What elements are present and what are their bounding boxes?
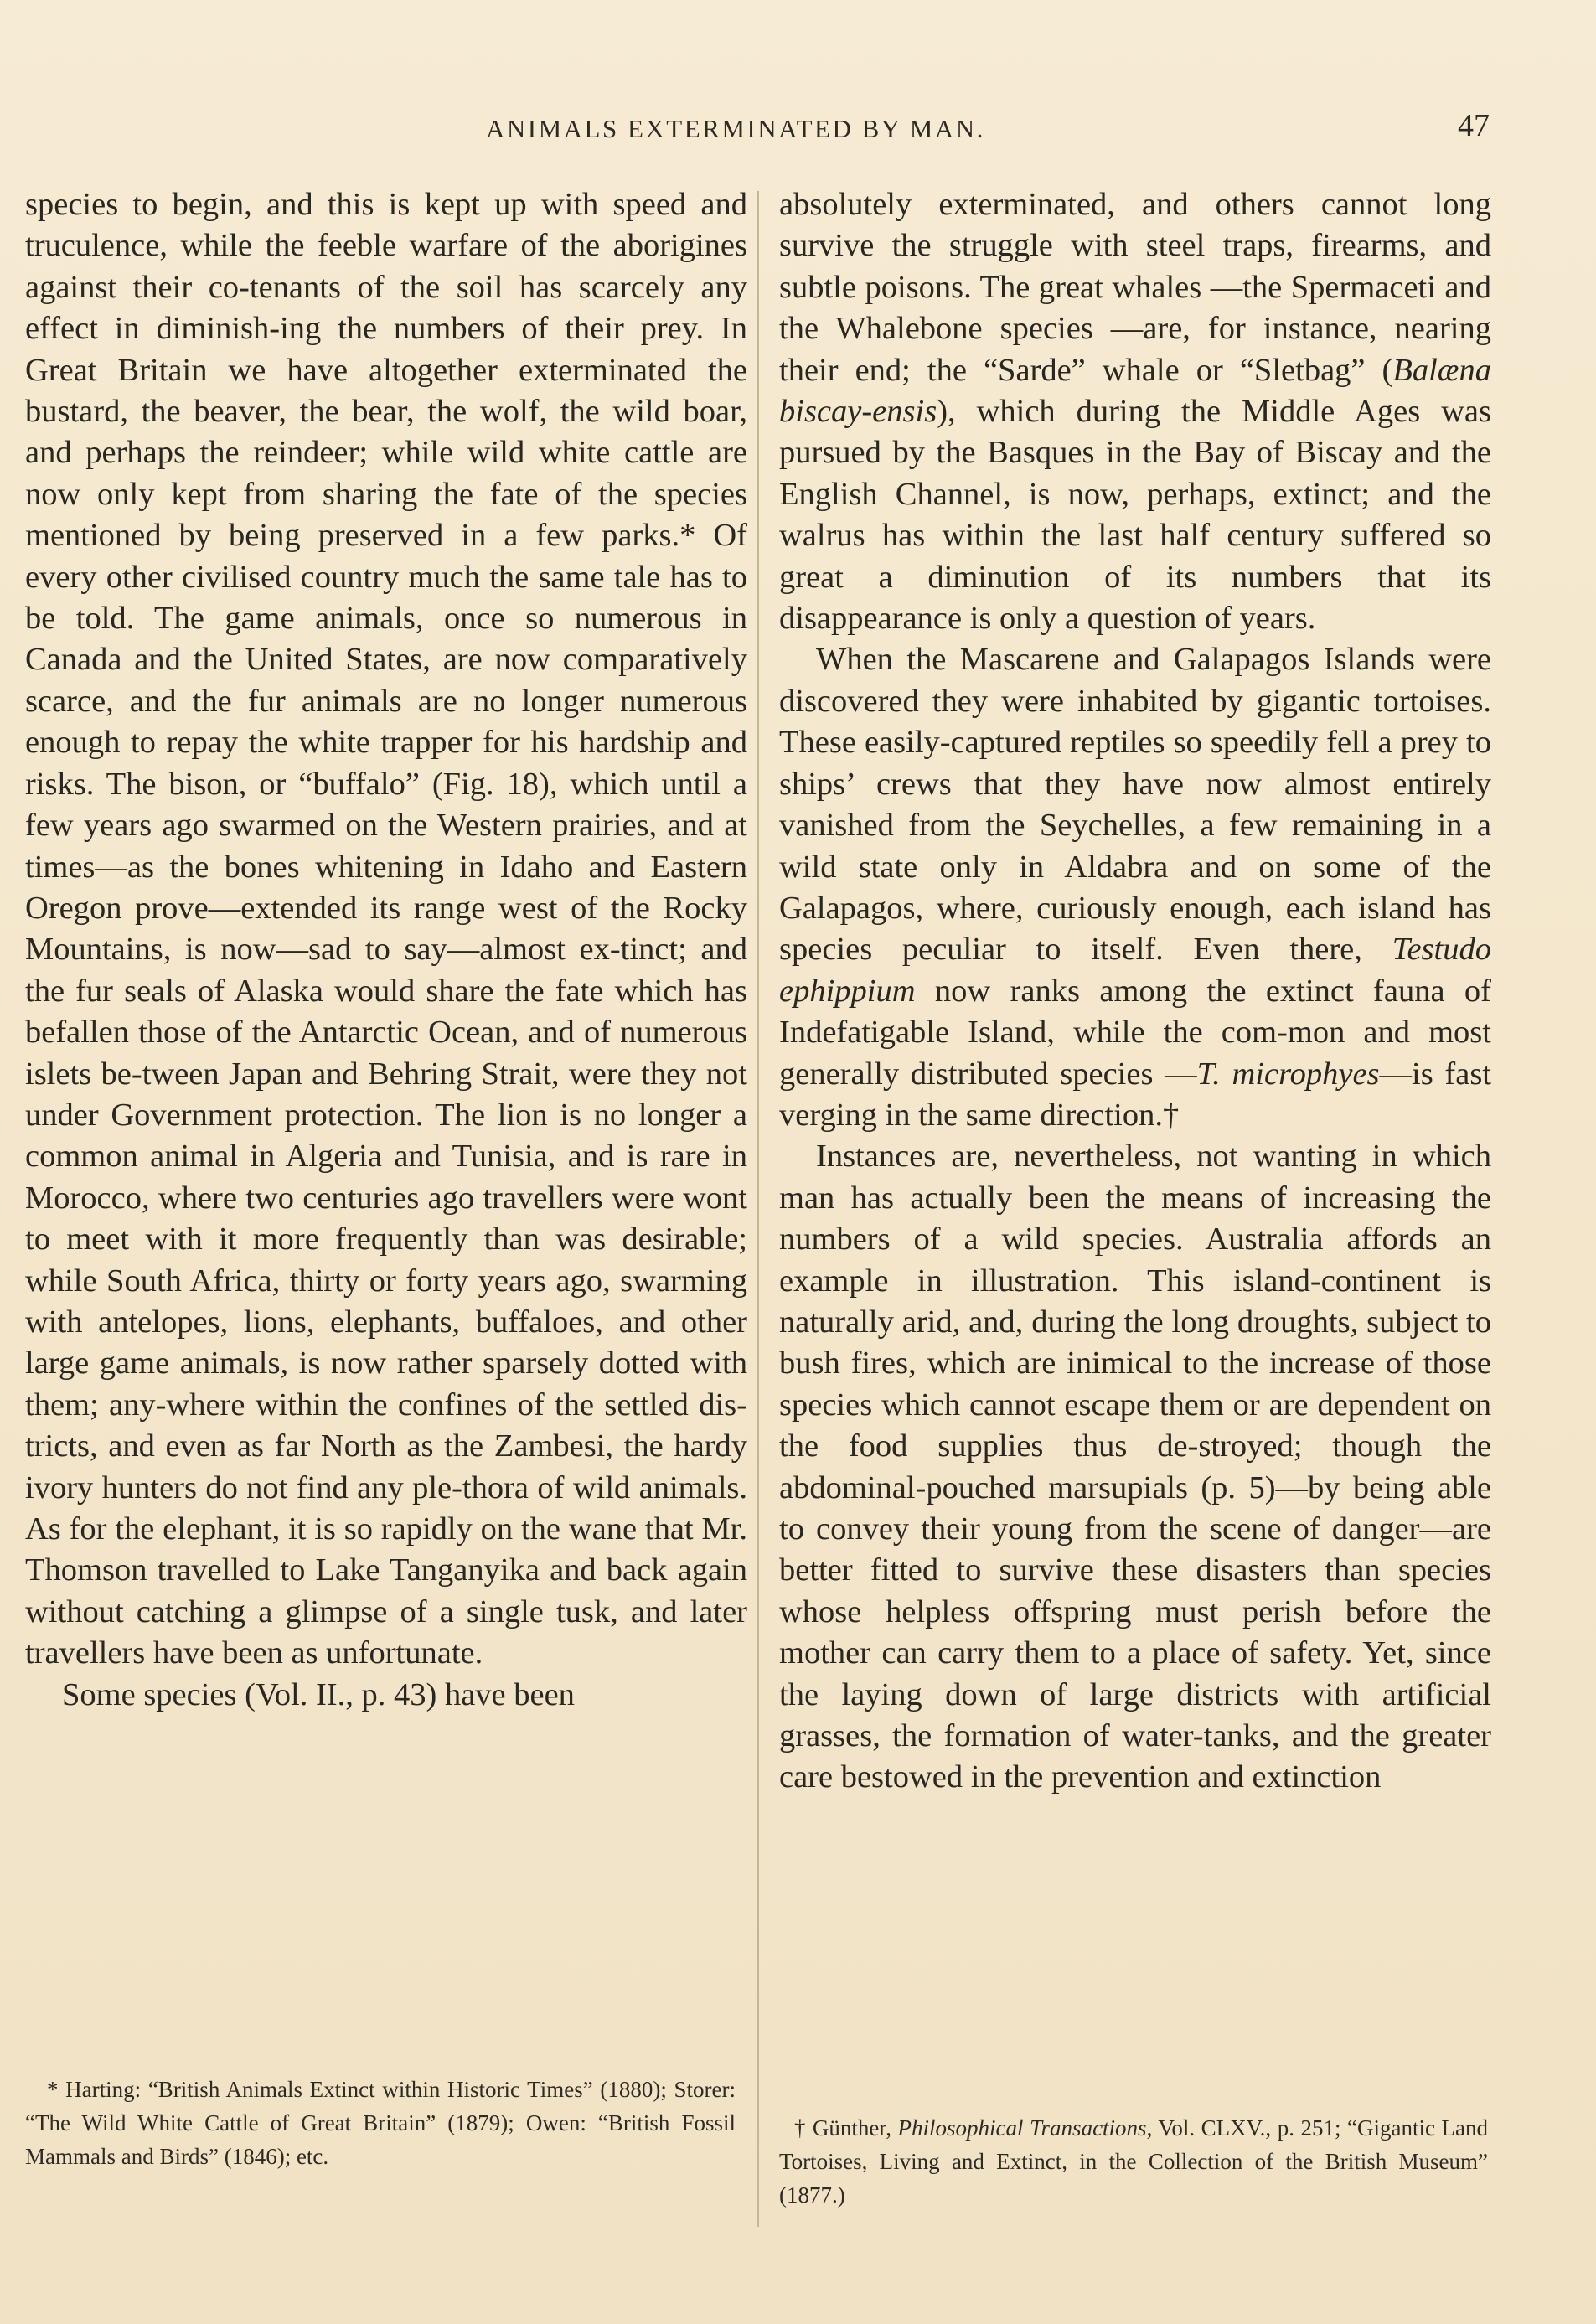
right-column (779, 184, 1491, 1799)
footnote-journal-title: Philosophical Transactions (897, 2115, 1147, 2141)
left-paragraph-1: species to begin, and this is kept up with speed and truculence, while the feeble warfare of the aborigines against their co-tenants of the soil has scarcely any effect in diminish-ing the numbers of their prey. In Great Britain we have altogether exterminated the bustard, the beaver, the bear, the wolf, the wild boar, and perhaps the reindeer; while wild white cattle are now only kept from sharing the fate of the species mentioned by being preserved in a few parks.* Of every other civilised country much the same tale has to be told. The game animals, once so numerous in Canada and the United States, are now comparatively scarce, and the fur animals are no longer numerous enough to repay the white trapper for his hardship and risks. The bison, or “buffalo” (Fig. 18), which until a few years ago swarmed on the Western prairies, and at times—as the bones whitening in Idaho and Eastern Oregon prove—extended its range west of the Rocky Mountains, is now—sad to say—almost ex-tinct; and the fur seals of Alaska would share the fate which has befallen those of the Antarctic Ocean, and of numerous islets be-tween Japan and Behring Strait, were they not under Government protection. The lion is no longer a common animal in Algeria and Tunisia, and is rare in Morocco, where two centuries ago travellers were wont to meet with it more frequently than was desirable; while South Africa, thirty or forty years ago, swarming with antelopes, lions, elephants, buffaloes, and other large game animals, is now rather sparsely dotted with them; any-where within the confines of the settled dis-tricts, and even as far North as the Zambesi, the hardy ivory hunters do not find any ple-thora of wild animals. As for the elephant, it is so rapidly on the wane that Mr. Thomson travelled to Lake Tanganyika and back again without catching a glimpse of a single tusk, and later travellers have been as unfortunate. (25, 187, 747, 1671)
species-name-balaena: Balæna biscay-ensis (779, 352, 1491, 430)
right-footnote-text-b: , Vol. CLXV., p. 251; “Gigantic Land Tortoises, Living and Extinct, in the Collection of the British Museum” (1877.) (779, 2115, 1488, 2208)
right-paragraph-1-text-b: ), which during the Middle Ages was pursued by the Basques in the Bay of Biscay and the English Channel, is now, perhaps, extinct; and the walrus has within the last half century suffered so great a diminution of its numbers that its disappearance is only a question of years. (779, 394, 1491, 637)
running-title: ANIMALS EXTERMINATED BY MAN. (486, 114, 985, 143)
right-footnote (779, 2111, 1488, 2212)
left-column (25, 184, 747, 1716)
column-divider (757, 191, 759, 2227)
species-name-testudo: Testudo ephippium (779, 932, 1491, 1009)
page-number: 47 (1458, 108, 1490, 143)
right-paragraph-1-text-a: absolutely exterminated, and others cannot long survive the struggle with steel traps, firearms, and subtle poisons. The great whales —the Spermaceti and the Whalebone species —are, for instance, nearing their end; the “Sarde” whale or “Sletbag” ( (779, 187, 1491, 388)
right-paragraph-3: Instances are, nevertheless, not wanting in which man has actually been the means of increasing the numbers of a wild species. Australia affords an example in illustration. This island-continent is naturally arid, and, during the long droughts, subject to bush fires, which are inimical to the increase of those species which cannot escape them or are dependent on the food supplies thus de-stroyed; though the abdominal-pouched marsupials (p. 5)—by being able to convey their young from the scene of danger—are better fitted to survive these disasters than species whose helpless offspring must perish before the mother can carry them to a place of safety. Yet, since the laying down of large districts with artificial grasses, the formation of water-tanks, and the greater care bestowed in the prevention and extinction (779, 1139, 1491, 1795)
right-paragraph-2-text-c: —is fast verging in the same direction.† (779, 1056, 1491, 1133)
left-footnote: * Harting: “British Animals Extinct within Historic Times” (1880); Storer: “The Wild White Cattle of Great Britain” (1879); Owen: “British Fossil Mammals and Birds” (1846); etc. (25, 2077, 736, 2169)
right-paragraph-1 (779, 184, 1491, 639)
running-head (0, 107, 1596, 149)
right-paragraph-2 (779, 639, 1491, 1136)
right-footnote-text-a: † Günther, (794, 2115, 898, 2141)
species-name-microphyes: T. microphyes (1196, 1056, 1380, 1092)
left-paragraph-2: Some species (Vol. II., p. 43) have been (62, 1676, 575, 1712)
right-paragraph-2-text-a: When the Mascarene and Galapagos Islands were discovered they were inhabited by gigantic tortoises. These easily-captured reptiles so speedily fell a prey to ships’ crews that they have now almost entirely vanished from the Seychelles, a few remaining in a wild state only in Aldabra and on some of the Galapagos, where, curiously enough, each island has species peculiar to itself. Even there, (779, 642, 1491, 968)
right-paragraph-2-text-b: now ranks among the extinct fauna of Indefatigable Island, while the com-mon and most generally distributed species — (779, 973, 1491, 1092)
